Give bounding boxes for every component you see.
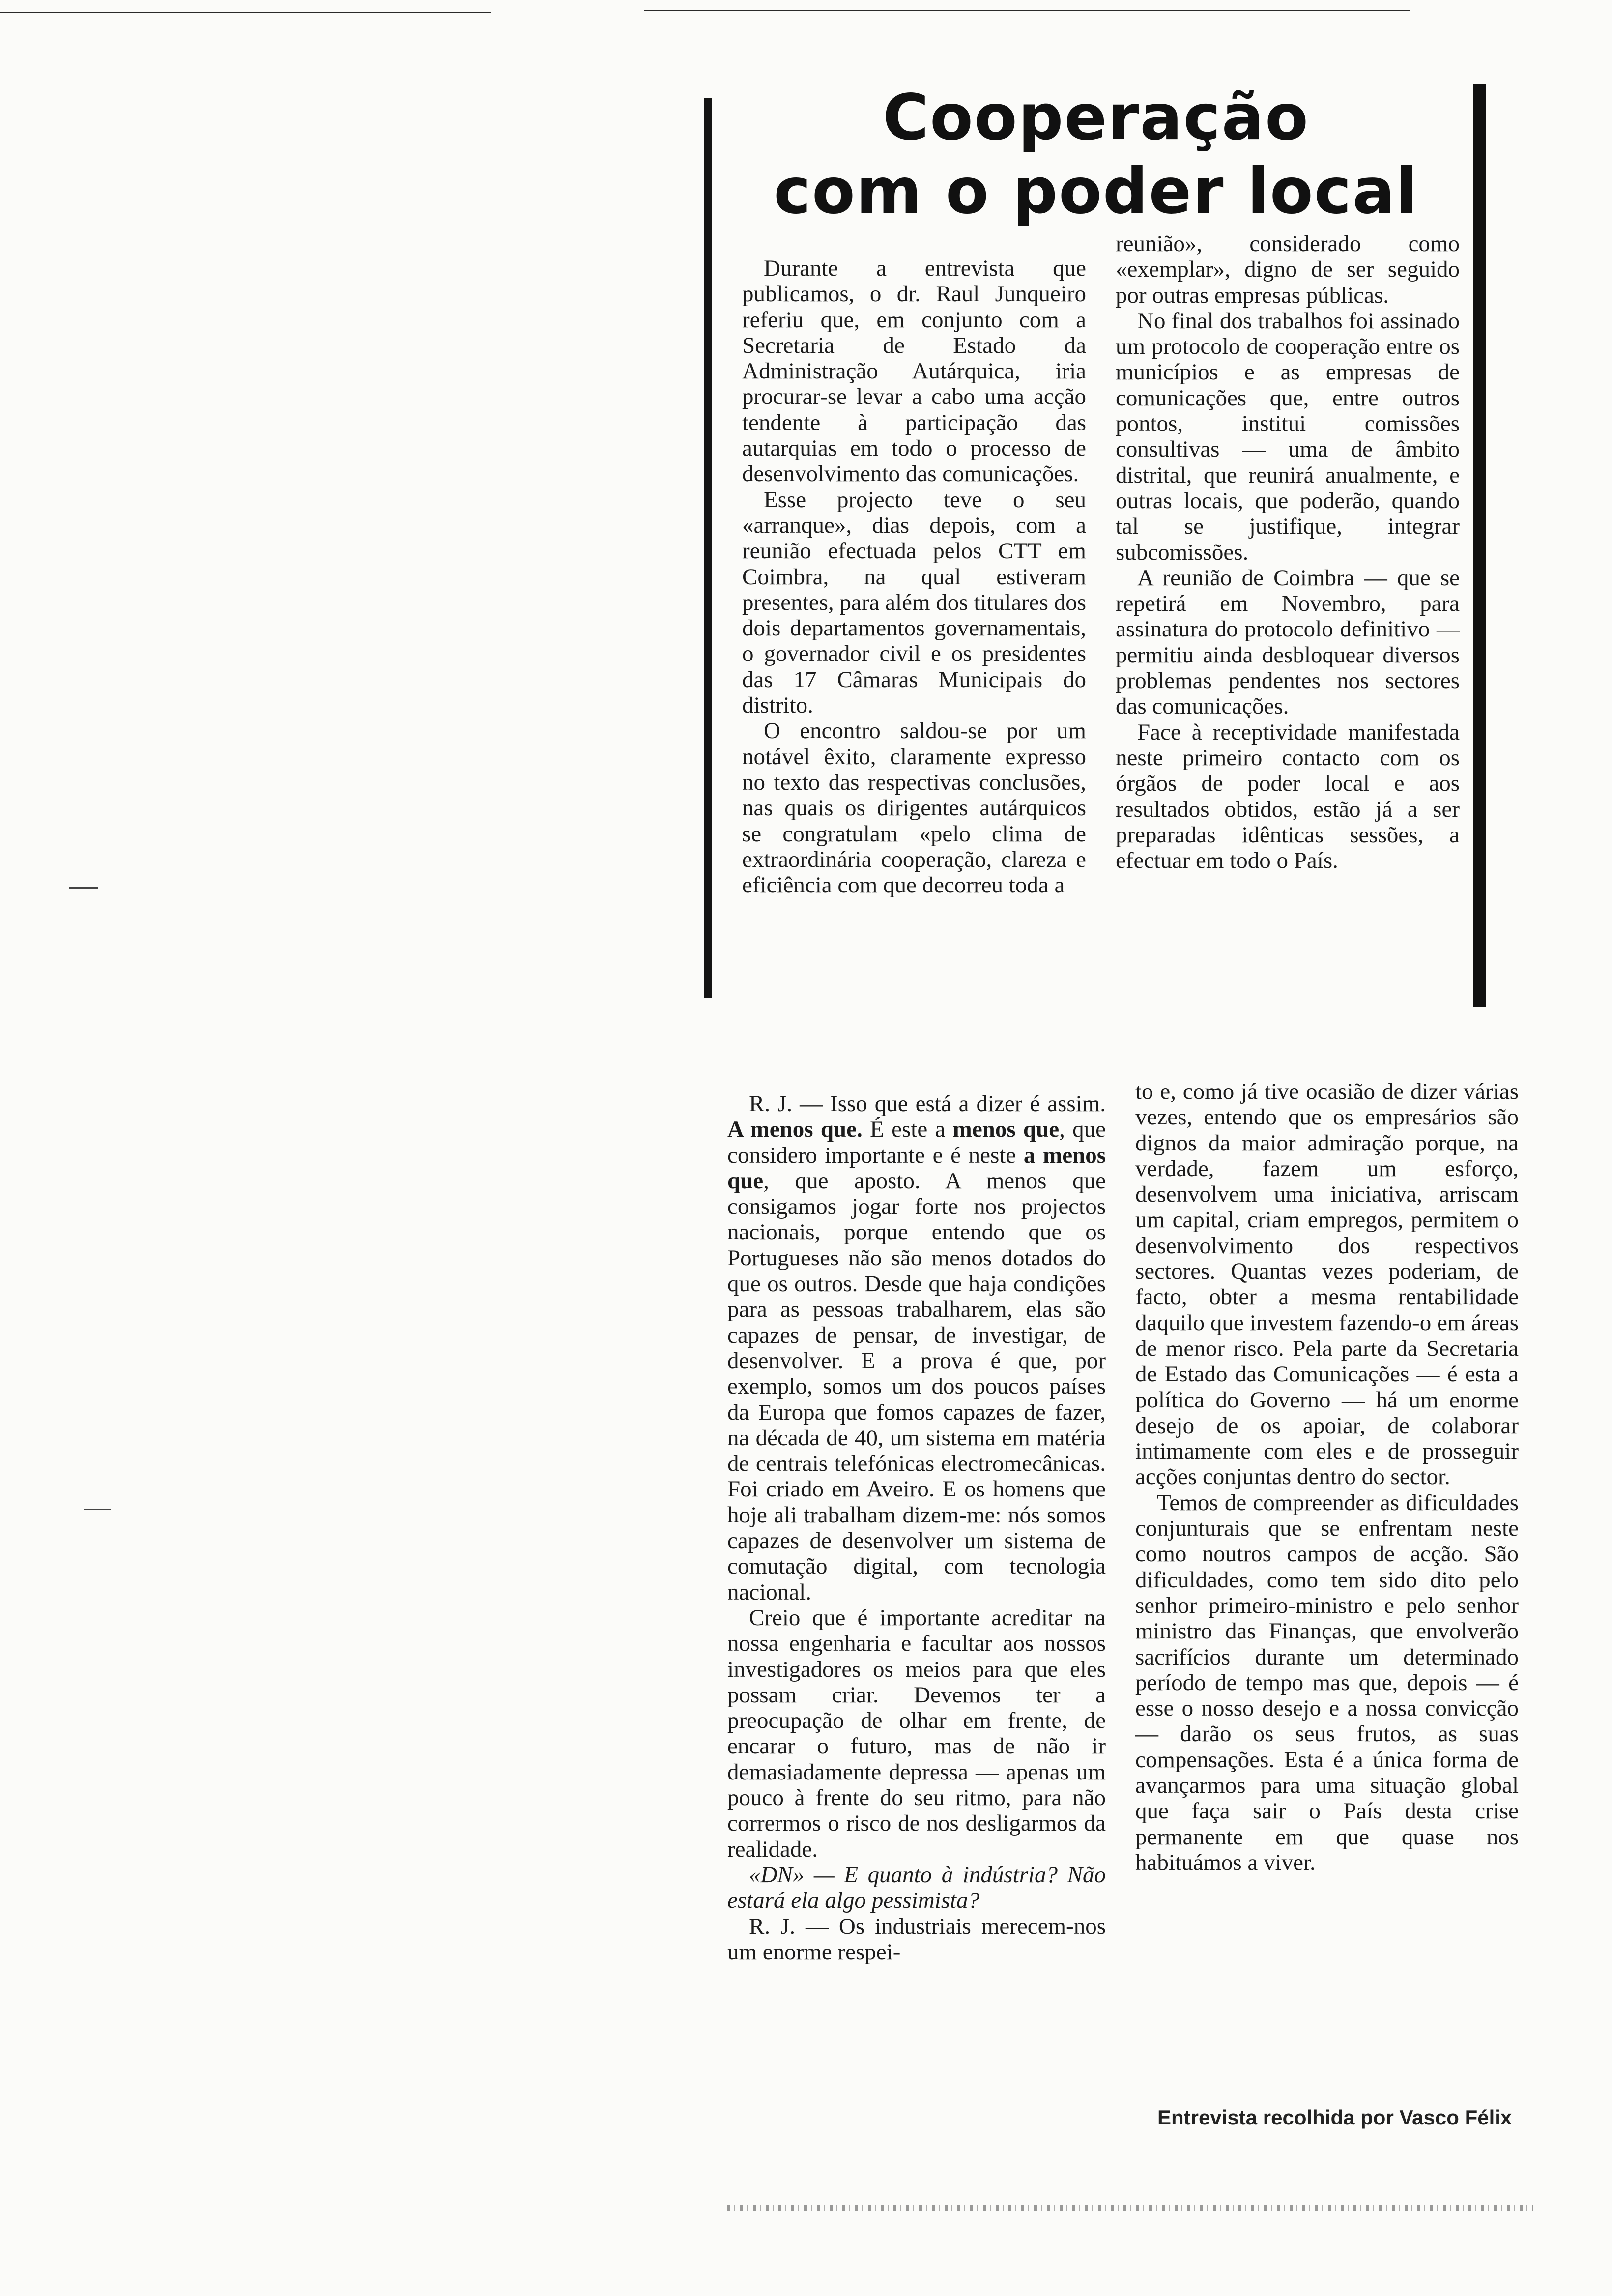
article-headline — [727, 81, 1465, 229]
interview-question — [727, 1862, 1106, 1914]
interview-credit: Entrevista recolhida por Vasco Félix — [1157, 2106, 1512, 2129]
scan-top-rule — [644, 10, 1410, 11]
emphasis: menos que — [952, 1117, 1060, 1143]
scan-margin-mark — [69, 887, 98, 889]
emphasis: a menos que — [727, 1142, 1106, 1194]
paragraph: Temos de compreender as dificuldades conjunturais que se enfrentam neste como noutros campos de acção. São dificuldades, como tem sido dito pelo senhor primeiro-ministro e pelo senhor ministro das Finanças, que envolverão sacrifícios durante um determinado período de tempo mas que, depois — é esse o nosso desejo e a nossa convicção — darão os seus frutos, as suas compensações. Esta é a única forma de avançarmos para uma situação global que faça sair o País desta crise permanente em que quase nos habituámos a viver. — [1135, 1490, 1519, 1875]
paragraph: O encontro saldou-se por um notável êxito, claramente expresso no texto das respectivas conclusões, nas quais os dirigentes autárquicos se congratulam «pelo clima de extraordinária cooperação, clareza e eficiência com que decorreu toda a — [742, 718, 1086, 898]
interview-column-2 — [1135, 1079, 1519, 2135]
scan-noise-strip — [727, 2205, 1533, 2211]
scan-margin-mark — [84, 1509, 111, 1510]
text-run: É este a — [862, 1117, 953, 1143]
question-speaker: «DN» — — [749, 1862, 844, 1888]
paragraph: R. J. — Os industriais merecem-nos um enorme respei- — [727, 1913, 1106, 1965]
emphasis: A menos que. — [727, 1117, 863, 1143]
paragraph: Esse projecto teve o seu «arranque», dias depois, com a reunião efectuada pelos CTT em Coimbra, na qual estiveram presentes, para além dos titulares dos dois departamentos governamentais, o governador civil e os presidentes das 17 Câmaras Municipais do distrito. — [742, 487, 1086, 718]
box-column-2 — [1116, 231, 1460, 1017]
headline-line: Cooperação — [883, 81, 1309, 154]
paragraph-continuation: to e, como já tive ocasião de dizer várias vezes, entendo que os empresários são dignos da maior admiração porque, na verdade, fazem um esforço, desenvolvem uma iniciativa, arriscam um capital, criam empregos, permitem o desenvolvimento dos respectivos sectores. Quantas vezes poderiam, de facto, obter a mesma rentabilidade daquilo que investem fazendo-o em áreas de menor risco. Pela parte da Secretaria de Estado das Comunicações — é esta a política do Governo — há um enorme desejo de os apoiar, de colaborar intimamente com eles e de prosseguir acções conjuntas dentro do sector. — [1135, 1079, 1519, 1490]
question-text: E quanto à indústria? Não estará ela algo pessimista? — [727, 1862, 1106, 1914]
text-run: , que considero importante e é neste — [727, 1117, 1106, 1168]
scan-top-rule — [0, 12, 491, 13]
text-run: R. J. — Isso que está a dizer é assim. — [749, 1091, 1106, 1117]
box-column-1 — [742, 256, 1086, 1042]
paragraph: Face à receptividade manifestada neste primeiro contacto com os órgãos de poder local e aos resultados obtidos, estão já a ser preparadas idênticas sessões, a efectuar em todo o País. — [1116, 719, 1460, 874]
paragraph: A reunião de Coimbra — que se repetirá em Novembro, para assinatura do protocolo definitivo — permitiu ainda desbloquear diversos problemas pendentes nos sectores das comunicações. — [1116, 565, 1460, 719]
paragraph — [727, 1091, 1106, 1605]
box-right-rule — [1473, 84, 1486, 1007]
box-left-rule — [704, 98, 712, 998]
paragraph-continuation: reunião», considerado como «exemplar», digno de ser seguido por outras empresas públicas. — [1116, 231, 1460, 308]
interview-column-1 — [727, 1091, 1106, 2182]
paragraph: Creio que é importante acreditar na nossa engenharia e facultar aos nossos investigadores os meios para que eles possam criar. Devemos ter a preocupação de olhar em frente, de encarar o futuro, mas de não ir demasiadamente depressa — apenas um pouco à frente do seu ritmo, para não corrermos o risco de nos desligarmos da realidade. — [727, 1605, 1106, 1862]
paragraph: Durante a entrevista que publicamos, o dr. Raul Junqueiro referiu que, em conjunto com a Secretaria de Estado da Administração Autárquica, iria procurar-se levar a cabo uma acção tendente à participação das autarquias em todo o processo de desenvolvimento das comunicações. — [742, 256, 1086, 487]
paragraph: No final dos trabalhos foi assinado um protocolo de cooperação entre os municípios e as empresas de comunicações que, entre outros pontos, institui comissões consultivas — uma de âmbito distrital, que reunirá anualmente, e outras locais, que poderão, quando tal se justifique, integrar subcomissões. — [1116, 308, 1460, 565]
text-run: , que aposto. A menos que consigamos jogar forte nos projectos nacionais, porque entendo que os Portugueses não são menos dotados do que os outros. Desde que haja condições para as pessoas trabalharem, elas são capazes de pensar, de investigar, de desenvolver. E a prova é que, por exemplo, somos um dos poucos países da Europa que fomos capazes de fazer, na década de 40, um sistema em matéria de centrais telefónicas electromecânicas. Foi criado em Aveiro. E os homens que hoje ali trabalham dizem-me: nós somos capazes de desenvolver um sistema de comutação digital, com tecnologia nacional. — [727, 1168, 1106, 1605]
headline-line: com o poder local — [774, 155, 1418, 228]
